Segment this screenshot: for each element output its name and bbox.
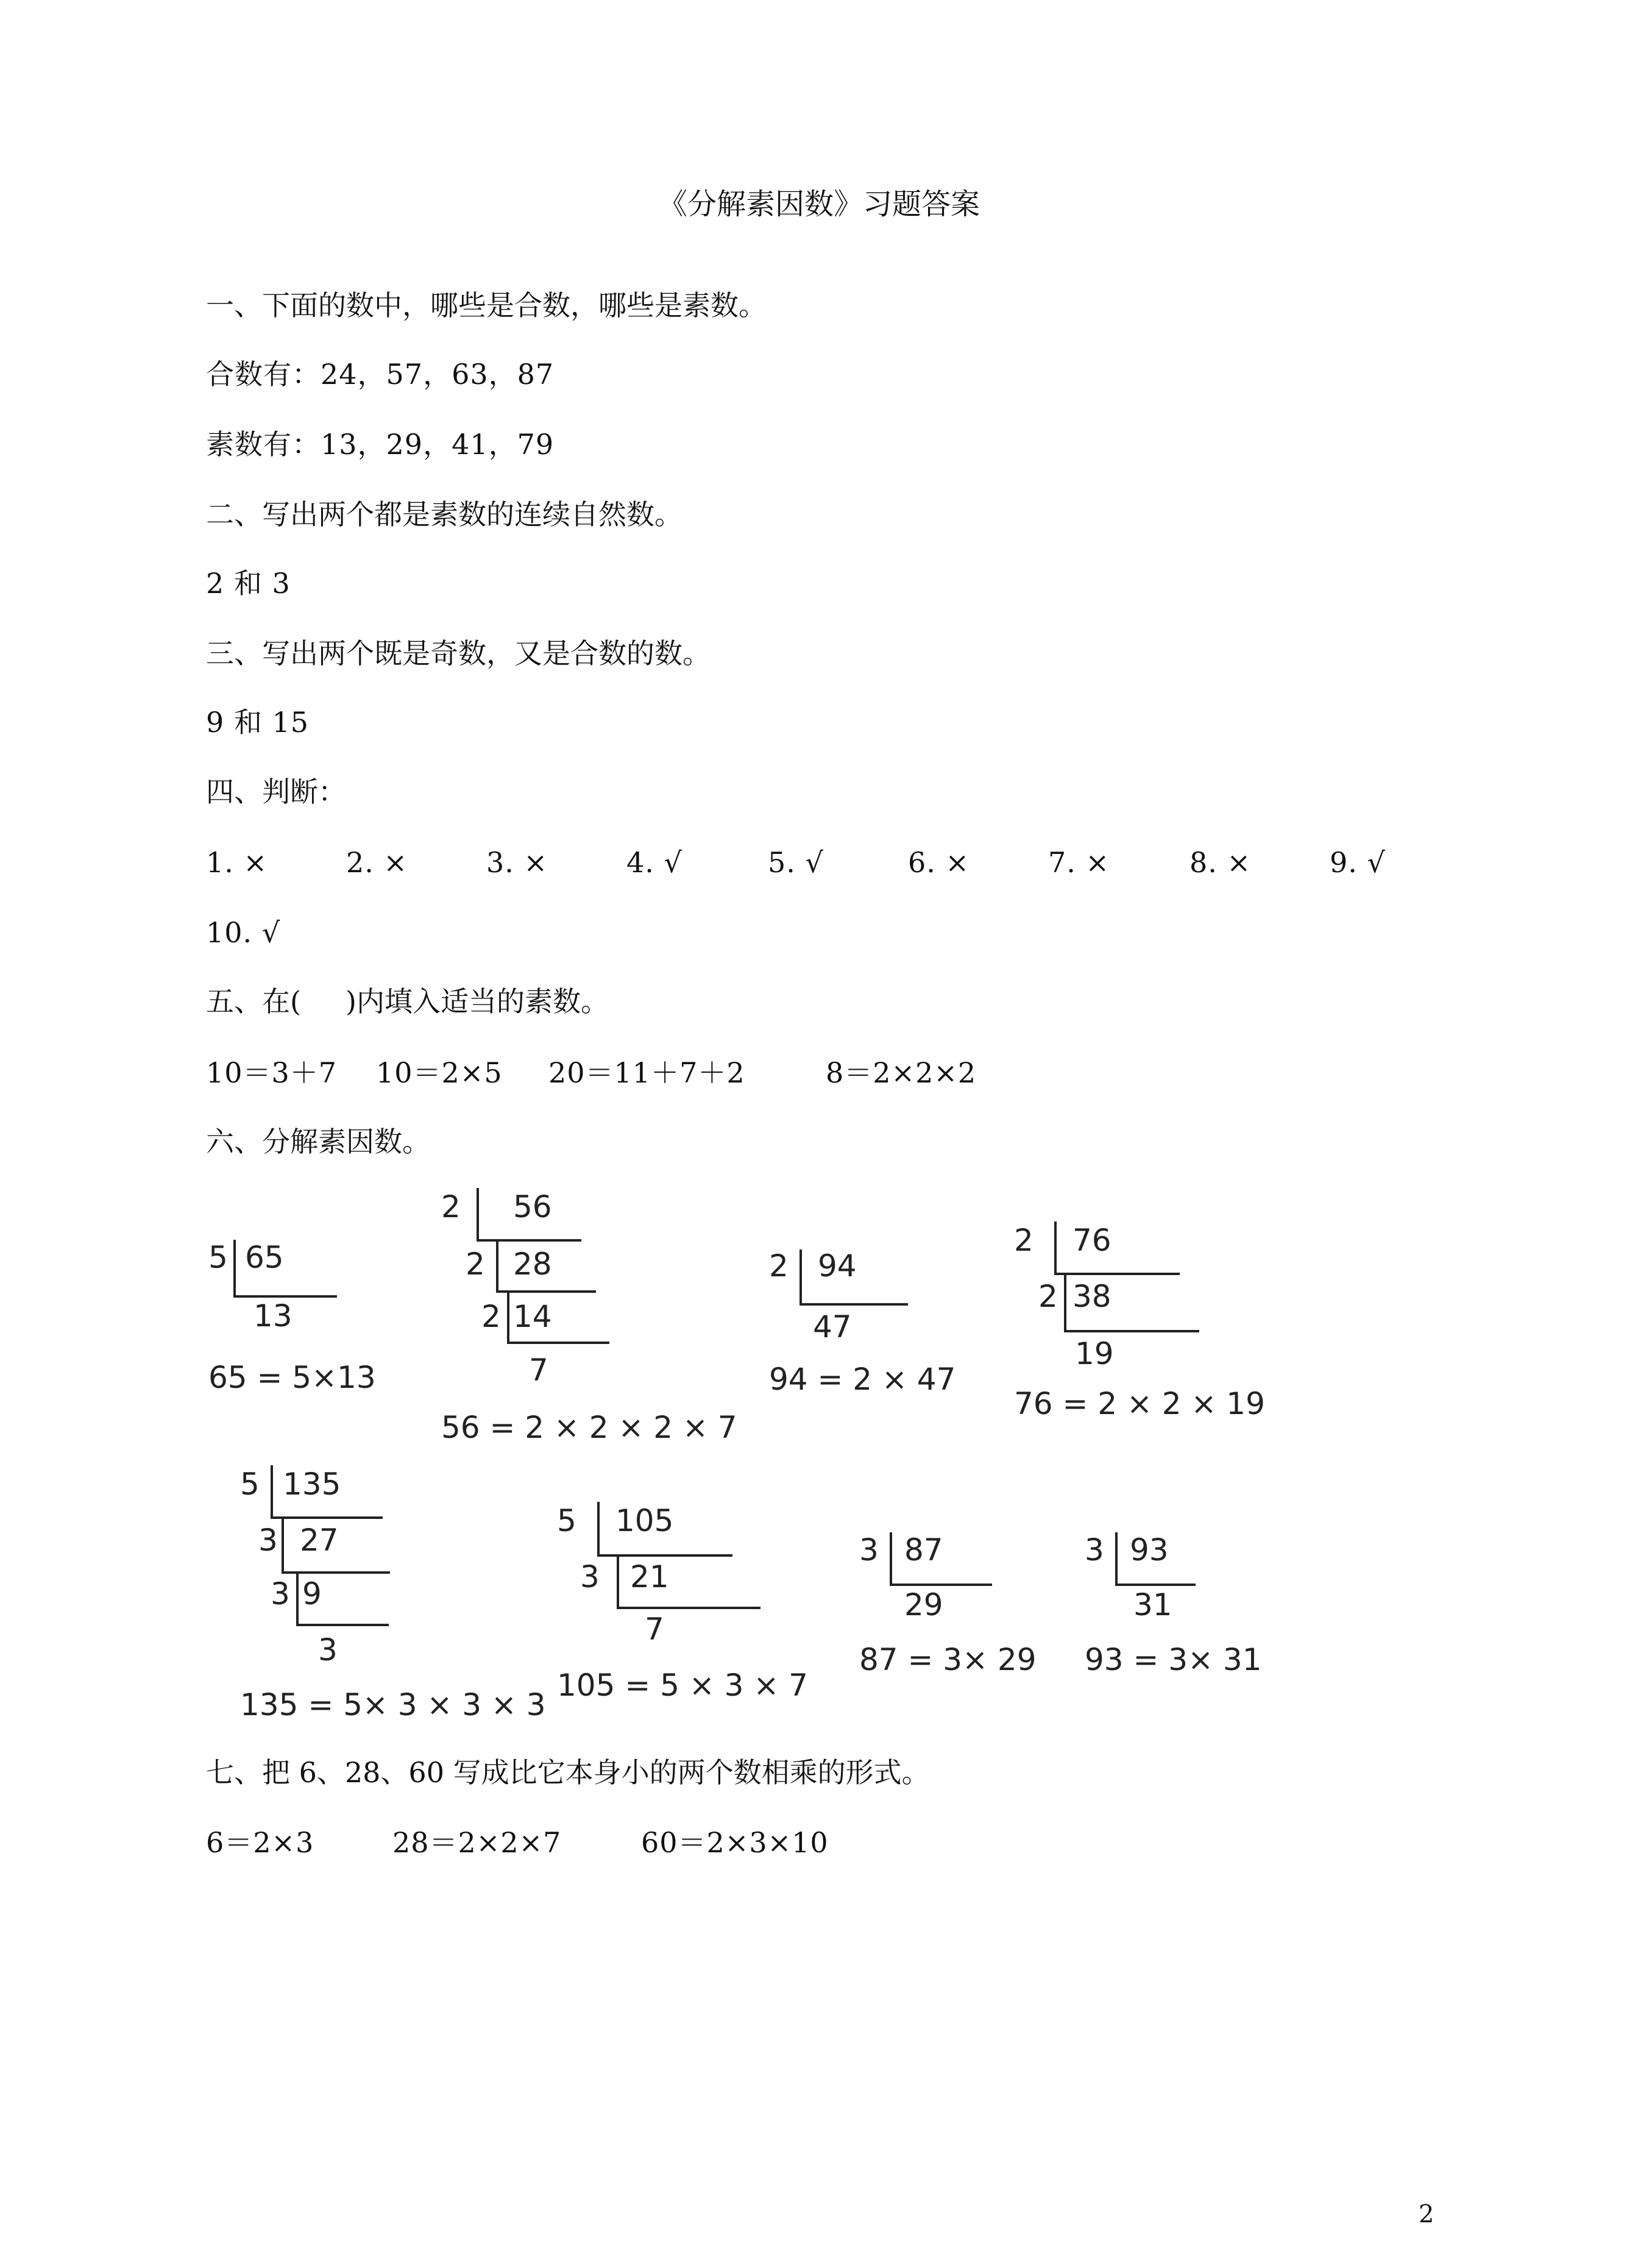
q1-heading: 一、下面的数中，哪些是合数，哪些是素数。 — [206, 289, 767, 322]
dividend: 38 — [1072, 1279, 1112, 1314]
q4-item: 5. √ — [768, 846, 824, 879]
q7-heading: 七、把 6、28、60 写成比它本身小的两个数相乘的形式。 — [206, 1756, 930, 1789]
dividend: 21 — [630, 1559, 669, 1594]
divisor: 2 — [769, 1248, 789, 1284]
q4-item: 4. √ — [626, 846, 682, 879]
divisor: 2 — [1038, 1279, 1058, 1314]
divisor: 5 — [240, 1466, 260, 1502]
factorization-equation: 94 = 2 × 47 — [769, 1362, 956, 1397]
divisor: 3 — [1085, 1532, 1104, 1568]
factorization-equation: 105 = 5 × 3 × 7 — [557, 1668, 808, 1703]
q4-item: 7. × — [1048, 846, 1110, 879]
q4-heading: 四、判断： — [206, 775, 346, 808]
factorization-equation: 93 = 3× 31 — [1085, 1642, 1262, 1677]
dividend: 65 — [245, 1240, 284, 1275]
factorization-equation: 87 = 3× 29 — [859, 1642, 1037, 1677]
q4-item: 2. × — [346, 846, 408, 879]
q4-item: 1. × — [206, 846, 268, 879]
divisor: 3 — [258, 1523, 278, 1558]
dividend: 93 — [1130, 1532, 1169, 1568]
quotient: 13 — [254, 1298, 292, 1334]
q4-item: 8. × — [1190, 846, 1252, 879]
dividend: 135 — [283, 1466, 341, 1502]
dividend: 105 — [615, 1503, 674, 1538]
q4-item: 9. √ — [1330, 846, 1386, 879]
q5-answer: 10＝3＋7 — [206, 1056, 338, 1089]
quotient: 7 — [645, 1612, 664, 1647]
divisor: 5 — [208, 1240, 228, 1275]
quotient: 29 — [904, 1587, 943, 1623]
divisor: 2 — [481, 1299, 501, 1334]
q3-heading: 三、写出两个既是奇数，又是合数的数。 — [206, 637, 711, 670]
q5-answer: 10＝2×5 — [376, 1056, 503, 1089]
factorization-equation: 56 = 2 × 2 × 2 × 7 — [441, 1410, 737, 1445]
quotient: 31 — [1133, 1587, 1172, 1623]
q3-answer: 9 和 15 — [206, 706, 310, 739]
dividend: 28 — [513, 1246, 552, 1282]
factorization-equation: 76 = 2 × 2 × 19 — [1014, 1386, 1265, 1421]
q5-heading: 五、在( )内填入适当的素数。 — [206, 985, 609, 1018]
page-number: 2 — [1419, 2200, 1434, 2228]
divisor: 5 — [557, 1503, 576, 1538]
q1-composite-answer: 合数有：24，57，63，87 — [206, 358, 555, 391]
quotient: 3 — [318, 1632, 338, 1668]
q5-answer: 20＝11＋7＋2 — [548, 1056, 745, 1089]
q2-answer: 2 和 3 — [206, 567, 291, 600]
q7-answer: 60＝2×3×10 — [641, 1826, 829, 1859]
q4-item: 6. × — [908, 846, 970, 879]
quotient: 19 — [1075, 1336, 1114, 1371]
divisor: 2 — [1014, 1223, 1034, 1258]
q4-item: 3. × — [486, 846, 548, 879]
divisor: 2 — [466, 1246, 485, 1282]
divisor: 3 — [580, 1559, 600, 1594]
q1-prime-answer: 素数有：13，29，41，79 — [206, 428, 555, 461]
dividend: 76 — [1072, 1223, 1112, 1258]
dividend: 14 — [513, 1299, 552, 1334]
dividend: 87 — [904, 1532, 943, 1568]
quotient: 47 — [813, 1309, 852, 1345]
q7-answer: 6＝2×3 — [206, 1826, 314, 1859]
dividend: 94 — [818, 1248, 857, 1284]
q5-answer: 8＝2×2×2 — [826, 1056, 977, 1089]
q7-answer: 28＝2×2×7 — [392, 1826, 562, 1859]
quotient: 7 — [529, 1353, 548, 1388]
q6-heading: 六、分解素因数。 — [206, 1125, 430, 1158]
q4-item: 10. √ — [206, 916, 281, 949]
dividend: 27 — [300, 1523, 339, 1558]
factorization-equation: 135 = 5× 3 × 3 × 3 — [240, 1687, 546, 1722]
divisor: 2 — [441, 1189, 461, 1225]
document-title: 《分解素因数》习题答案 — [658, 187, 980, 221]
dividend: 56 — [513, 1189, 552, 1225]
divisor: 3 — [271, 1576, 290, 1612]
factorization-equation: 65 = 5×13 — [208, 1360, 376, 1395]
divisor: 3 — [859, 1532, 879, 1568]
dividend: 9 — [302, 1576, 322, 1612]
q2-heading: 二、写出两个都是素数的连续自然数。 — [206, 498, 682, 531]
